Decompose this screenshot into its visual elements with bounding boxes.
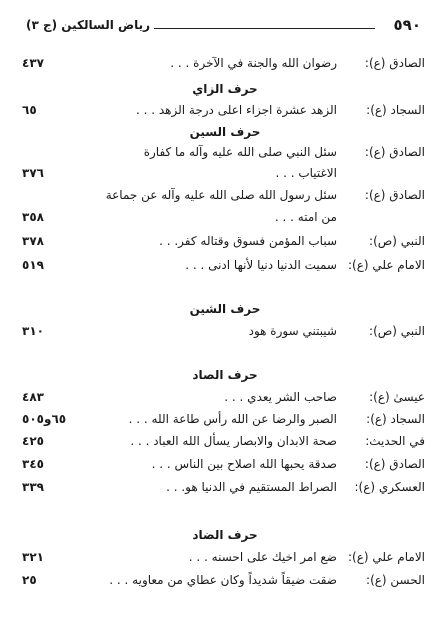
- entry-page: ٣٤٥: [22, 457, 44, 471]
- index-entry: [22, 232, 425, 250]
- index-entry: [22, 256, 425, 274]
- entry-hadith: الصراط المستقيم في الدنيا هو. . .: [166, 480, 337, 494]
- entry-page: ٤٢٥: [22, 434, 44, 448]
- section-heading: حرف الشين: [189, 302, 261, 316]
- entry-narrator: السجاد (ع):: [366, 103, 425, 117]
- entry-narrator: الصادق (ع):: [364, 145, 425, 159]
- entry-hadith: من امته . . .: [274, 210, 337, 224]
- index-entry: [22, 388, 425, 406]
- entry-page: ٣٧٦: [22, 166, 44, 180]
- entry-hadith: ضقت ضيقاً شديداً وكان عطاي من معاويه . . .: [109, 573, 337, 587]
- index-entry: [22, 571, 425, 589]
- entry-hadith: صدقة يحبها الله اصلاح بين الناس . . .: [151, 457, 337, 471]
- entry-narrator: الامام علي (ع):: [347, 550, 425, 564]
- entry-page: ٤٣٧: [22, 56, 44, 70]
- entry-hadith: رضوان الله والجنة في الآخرة . . .: [170, 56, 337, 70]
- entry-page: ٢٥: [22, 573, 37, 587]
- entry-hadith: شيبتني سورة هود: [248, 324, 337, 338]
- index-entry: [22, 322, 425, 340]
- entry-page: ٣٣٩: [22, 480, 44, 494]
- entry-page: ٣٥٨: [22, 210, 44, 224]
- section-heading: حرف الضاد: [192, 528, 258, 542]
- entry-narrator: النبي (ص):: [369, 234, 425, 248]
- entry-page: ٣٧٨: [22, 234, 44, 248]
- entry-hadith: الاغتياب . . .: [275, 166, 337, 180]
- header-rule: [154, 28, 375, 29]
- entry-page: ٤٨٣: [22, 390, 44, 404]
- entry-narrator: الصادق (ع):: [364, 457, 425, 471]
- entry-hadith: سئل رسول الله صلى الله عليه وآله عن جماعة: [105, 188, 337, 202]
- entry-narrator: الصادق (ع):: [364, 56, 425, 70]
- entry-narrator: في الحديث:: [365, 434, 425, 448]
- entry-page: ٦٥و٥٠٥: [22, 412, 67, 426]
- entry-narrator: الصادق (ع):: [364, 188, 425, 202]
- index-entry: [22, 478, 425, 496]
- entry-page: ٣٢١: [22, 550, 44, 564]
- page-number: ٥٩٠: [393, 16, 421, 34]
- entry-page: ٥١٩: [22, 258, 44, 272]
- index-entry: [22, 101, 425, 119]
- entry-page: ٦٥: [22, 103, 37, 117]
- entry-narrator: الحسن (ع):: [366, 573, 425, 587]
- section-heading: حرف الزاي: [192, 82, 258, 96]
- entry-narrator: عيسىٰ (ع):: [369, 390, 425, 404]
- entry-hadith: صاحب الشر يعدي . . .: [224, 390, 337, 404]
- entry-narrator: العسكري (ع):: [354, 480, 425, 494]
- index-entry: [22, 186, 425, 204]
- entry-hadith: ضع امر اخيك على احسنه . . .: [188, 550, 337, 564]
- index-entry: [22, 455, 425, 473]
- entry-hadith: الصبر والرضا عن الله رأس طاعة الله . . .: [128, 412, 337, 426]
- entry-narrator: السجاد (ع):: [366, 412, 425, 426]
- index-entry: [22, 143, 425, 161]
- entry-hadith: سباب المؤمن فسوق وقتاله كفر. . .: [159, 234, 337, 248]
- index-entry-continuation: [22, 164, 425, 182]
- entry-hadith: الزهد عشرة اجزاء اعلى درجة الزهد . . .: [135, 103, 337, 117]
- index-entry: [22, 54, 425, 72]
- entry-hadith: سميت الدنيا دنيا لأنها ادنى . . .: [185, 258, 337, 272]
- entry-page: ٣١٠: [22, 324, 44, 338]
- index-entry: [22, 548, 425, 566]
- entry-narrator: النبي (ص):: [369, 324, 425, 338]
- entry-narrator: الامام علي (ع):: [347, 258, 425, 272]
- index-entry: [22, 410, 425, 428]
- page-header: [26, 16, 421, 38]
- index-entry-continuation: [22, 208, 425, 226]
- section-heading: حرف الصاد: [192, 368, 258, 382]
- running-title: رياض السالكين (ج ٣): [26, 18, 151, 32]
- index-entry: [22, 432, 425, 450]
- section-heading: حرف السين: [189, 125, 261, 139]
- entry-hadith: صحة الابدان والابصار يسأل الله العباد . . .: [130, 434, 337, 448]
- entry-hadith: سئل النبي صلى الله عليه وآله ما كفارة: [143, 145, 337, 159]
